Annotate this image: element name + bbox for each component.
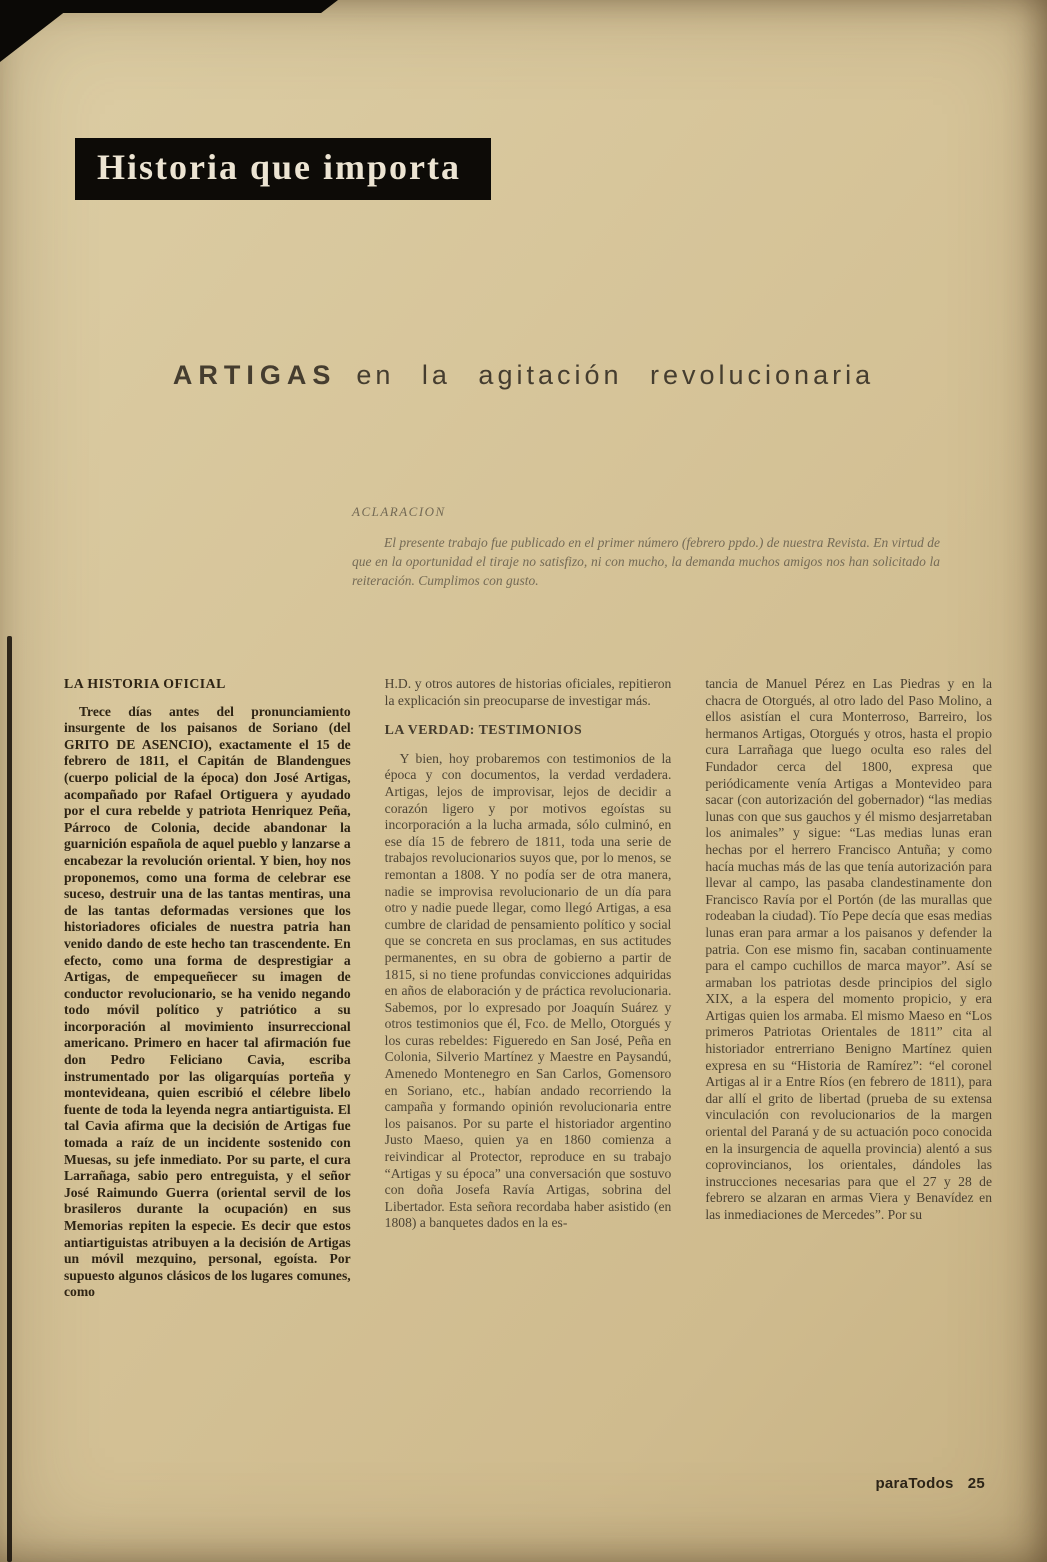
scan-top-edge-artifact — [0, 0, 338, 13]
column-2-paragraph-1: H.D. y otros autores de historias oficiales, repitieron la explicación sin preocuparse de investigar más. — [384, 676, 672, 708]
column-2-heading: LA VERDAD: TESTIMONIOS — [384, 722, 583, 738]
section-banner — [75, 138, 491, 200]
article-title — [0, 360, 1047, 391]
editorial-note-text: El presente trabajo fue publicado en el primer número (febrero ppdo.) de nuestra Revista. En virtud de que en la oportunidad el tiraje no satisfizo, ni con mucho, la demanda muchos amigos nos han solicitado la reiteración. Cumplimos con gusto. — [352, 535, 940, 588]
scan-left-fold-line — [7, 636, 12, 1562]
column-1-paragraph: Trece días antes del pronunciamiento insurgente de los paisanos de Soriano (del GRITO DE ASENCIO), exactamente el 15 de febrero de 1811, el Capitán de Blandengues (cuerpo policial de la época) don José Artigas, acompañado por Rafael Ortiguera y ayudado por el cura rebelde y patriota Henriquez Peña, Párroco de Colonia, decide abandonar la guarnición española de aquel pueblo y lanzarse a encabezar la revolución oriental. Y bien, hoy nos proponemos, como una forma de celebrar ese suceso, destruir una de las tantas mentiras, una de las tantas deformadas versiones que los historiadores oficiales de nuestra patria han venido dando de este hecho tan trascendente. En efecto, como una forma de desprestigiar a Artigas, de empequeñecer su imagen de conductor revolucionario, se ha venido negando todo móvil político y patriótico a su incorporación al movimiento insurreccional americano. Primero en hacer tal afirmación fue don Pedro Feliciano Cavia, escriba instrumentado por las oligarquías porteña y montevideana, quien escribió el célebre libelo fuente de toda la leyenda negra antiartiguista. El tal Cavia afirma que la decisión de Artigas fue tomada a raíz de un incidente sostenido con Muesas, su jefe inmediato. Por su parte, el cura Larrañaga, sabio pero entreguista, y el señor José Raimundo Guerra (oriental servil de los brasileros durante la ocupación) en sus Memorias repiten la especie. Es decir que estos antiartiguistas atribuyen a la decisión de Artigas un móvil mezquino, personal, egoísta. Por supuesto algunos clásicos de los lugares comunes, como — [64, 703, 351, 1300]
article-body — [64, 676, 992, 1301]
column-2 — [385, 676, 672, 1301]
editorial-note-label: ACLARACION — [352, 504, 446, 519]
column-3 — [705, 676, 992, 1301]
editorial-note — [352, 502, 940, 590]
section-banner-label: Historia que importa — [97, 147, 461, 187]
magazine-name: paraTodos — [875, 1475, 954, 1492]
column-3-paragraph: tancia de Manuel Pérez en Las Piedras y en la chacra de Otorgués, al otro lado del Paso Molino, a ellos asistían el cura Monterroso, Barreiro, los hermanos Artigas, Otorgués y otros, hasta el propio cura Larrañaga que luego oculta eso rales del Fundador cerca del 1800, expresa que periódicamente venía Artigas a Montevideo para sacar (con autorización del gobernador) “las medias lunas con que sus gauchos y él mismo desjarretaban los animales” y sigue: “Las medias lunas eran hechas por el herrero Francisco Antuña; y como hacía muchas más de las que tenía autorización para llevar al campo, las pasaba clandestinamente don Francisco Ravía por el Portón (de las murallas que rodeaban la ciudad). Tío Pepe decía que esas medias lunas eran para armar a los paisanos y defender la patria. Con ese mismo fin, sacaban continuamente para el campo cuchillos de marca mayor”. Así se armaban los patriotas desde principios del siglo XIX, a la espera del momento propicio, y era Artigas quien los armaba. El mismo Maeso en “Los primeros Patriotas Orientales de 1811” cita al historiador entrerriano Benigno Martínez quien expresa en su “Historia de Ramírez”: “el coronel Artigas al ir a Entre Ríos (en febrero de 1811), para dar allí el grito de libertad (prueba de su extensa vinculación con revolucionarios de la margen oriental del Paraná y de su actuación poco conocida en la insurgencia de aquella provincia) alentó a sus coprovincianos, los orientales, dándoles las instrucciones necesarias para que el 27 y 28 de febrero se alzaran en armas Viera y Benavídez en las inmediaciones de Mercedes”. Por su — [705, 676, 993, 1222]
page-number: 25 — [967, 1475, 985, 1492]
column-1 — [64, 676, 351, 1301]
article-title-main-word: ARTIGAS — [172, 360, 337, 390]
article-title-subtitle: en la agitación revolucionaria — [356, 360, 875, 390]
page-footer — [875, 1475, 985, 1492]
column-1-heading: LA HISTORIA OFICIAL — [64, 676, 226, 691]
column-2-paragraph-2: Y bien, hoy probaremos con testimonios de la época y con documentos, la verdad verdadera. Artigas, lejos de improvisar, lejos de decidir a corazón ligero y por motivos egoístas su incorporación a la lucha armada, sólo culminó, en ese día 15 de febrero de 1811, toda una serie de trabajos revolucionarios suyos que, por lo menos, se remontan a 1808. Y no podía ser de otra manera, nadie se improvisa revolucionario de un día para otro y nadie puede llegar, como llegó Artigas, a esa cumbre de claridad de pensamiento político y social que se concreta en sus proclamas, en sus actitudes permanentes, en su obra de gobierno a partir de 1815, si no tiene profundas convicciones adquiridas en años de elaboración y de práctica revolucionaria. Sabemos, por lo expresado por Joaquín Suárez y otros testimonios que él, Fco. de Mello, Otorgués y los curas rebeldes: Figueredo en San José, Peña en Colonia, Silverio Martínez y Maestre en Paysandú, Amenedo Montenegro en San Carlos, Gomensoro en Soriano, etc., habían andado recorriendo la campaña y formando opinión revolucionaria entre los paisanos. Por su parte el historiador argentino Justo Maeso, quien ya en 1860 comienza a reivindicar al Protector, reproduce en su trabajo “Artigas y su época” una conversación que sostuvo con doña Josefa Ravía Artigas, sobrina del Libertador. Esta señora recordaba haber asistido (en 1808) a banquetes dados en la es- — [384, 750, 672, 1231]
